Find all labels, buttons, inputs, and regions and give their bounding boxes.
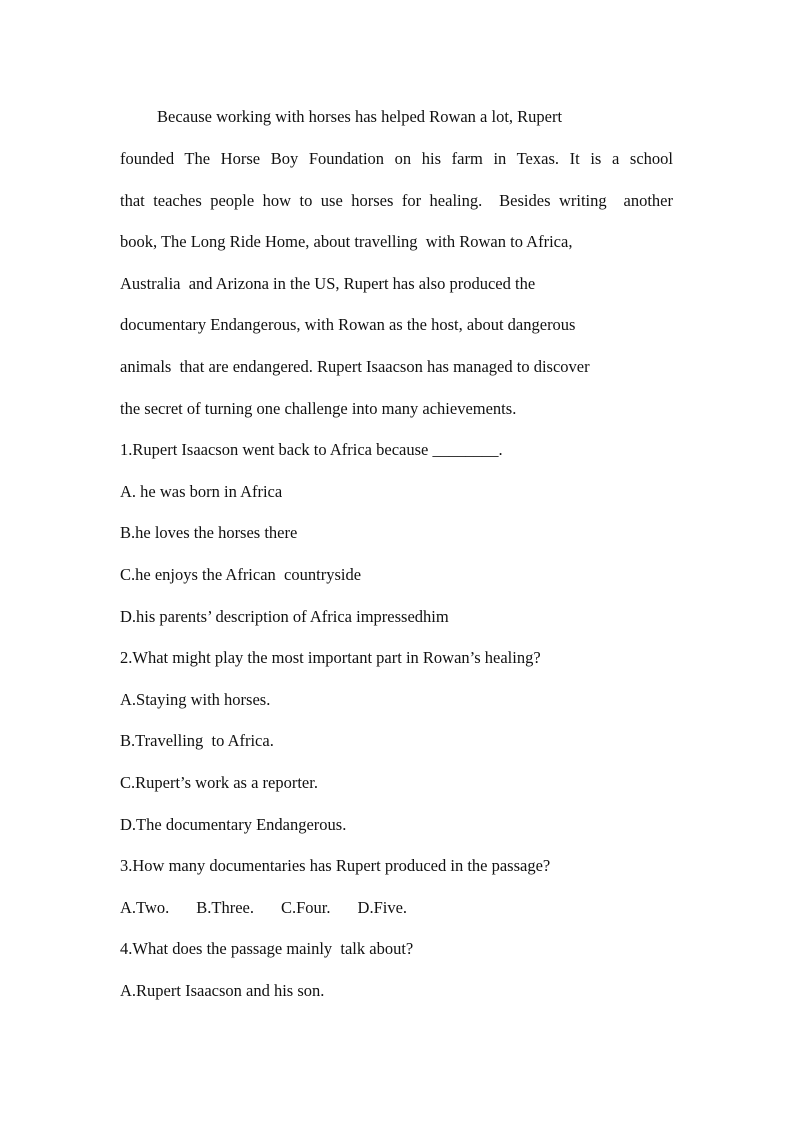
answer-option: D.Five. xyxy=(357,898,408,917)
question-stem: 3.How many documentaries has Rupert produced in the passage? xyxy=(120,856,551,875)
answer-options-row xyxy=(120,898,434,918)
answer-option: C.Four. xyxy=(281,898,331,917)
passage-line: animals that are endangered. Rupert Isaacson has managed to discover xyxy=(120,357,590,376)
answer-option: B.Three. xyxy=(196,898,254,917)
answer-option: C.he enjoys the African countryside xyxy=(120,565,362,584)
answer-option: A.Two. xyxy=(120,898,170,917)
passage-line: that teaches people how to use horses for healing. Besides writing another xyxy=(120,191,673,210)
passage-line: founded The Horse Boy Foundation on his farm in Texas. It is a school xyxy=(120,149,673,168)
question-stem: 1.Rupert Isaacson went back to Africa because ________. xyxy=(120,440,503,459)
answer-option: D.The documentary Endangerous. xyxy=(120,815,347,834)
answer-option: C.Rupert’s work as a reporter. xyxy=(120,773,318,792)
answer-option: B.Travelling to Africa. xyxy=(120,731,274,750)
passage-line: documentary Endangerous, with Rowan as the host, about dangerous xyxy=(120,315,576,334)
question-stem: 4.What does the passage mainly talk about? xyxy=(120,939,414,958)
passage-line: the secret of turning one challenge into many achievements. xyxy=(120,399,517,418)
answer-option: A.Staying with horses. xyxy=(120,690,271,709)
answer-option: D.his parents’ description of Africa impressedhim xyxy=(120,607,449,626)
answer-option: A.Rupert Isaacson and his son. xyxy=(120,981,325,1000)
question-stem: 2.What might play the most important part in Rowan’s healing? xyxy=(120,648,541,667)
passage-line: Australia and Arizona in the US, Rupert has also produced the xyxy=(120,274,536,293)
answer-option: A. he was born in Africa xyxy=(120,482,283,501)
passage-line: book, The Long Ride Home, about travelling with Rowan to Africa, xyxy=(120,232,573,251)
passage-line: Because working with horses has helped Rowan a lot, Rupert xyxy=(157,107,563,126)
answer-option: B.he loves the horses there xyxy=(120,523,298,542)
